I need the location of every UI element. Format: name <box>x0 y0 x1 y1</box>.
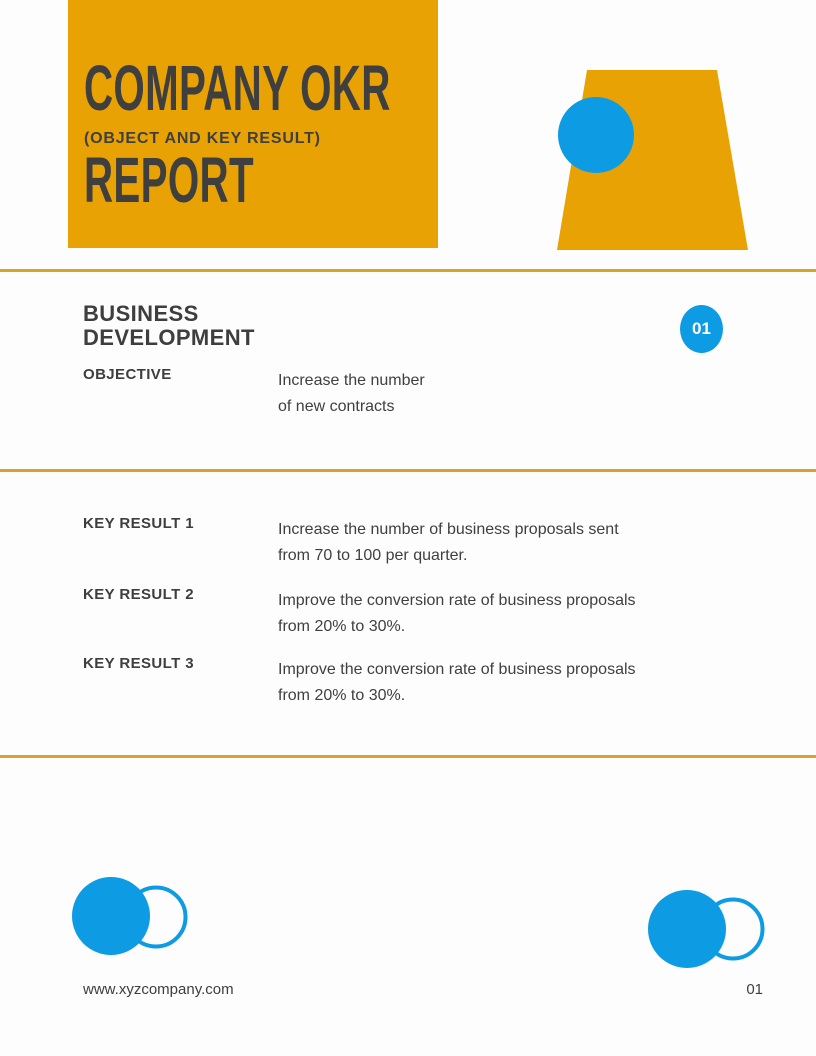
objective-text-line1: Increase the number <box>278 372 425 389</box>
divider-top <box>0 269 816 272</box>
key-result-2-text <box>278 588 636 639</box>
footer-page-number: 01 <box>746 981 763 998</box>
key-result-3-text-line1: Improve the conversion rate of business proposals <box>278 661 636 678</box>
divider-bottom <box>0 755 816 758</box>
section-number-badge-text: 01 <box>692 319 711 338</box>
report-header-banner <box>68 0 438 248</box>
footer-logo-left <box>68 875 188 959</box>
key-result-2-text-line2: from 20% to 30%. <box>278 617 406 635</box>
footer-logo-right <box>645 887 767 971</box>
section-heading <box>83 302 255 350</box>
key-result-3-text <box>278 657 636 708</box>
divider-middle <box>0 469 816 472</box>
filled-circle-icon <box>72 877 150 955</box>
key-result-3-label: KEY RESULT 3 <box>83 655 194 672</box>
blue-circle-icon <box>558 97 634 173</box>
key-result-1-label: KEY RESULT 1 <box>83 515 194 532</box>
objective-text-line2: of new contracts <box>278 397 395 415</box>
key-result-1-text-line2: from 70 to 100 per quarter. <box>278 546 468 564</box>
report-title-line2: REPORT <box>84 144 254 216</box>
footer-website-url: www.xyzcompany.com <box>83 981 234 998</box>
header-decoration <box>540 60 760 252</box>
objective-text <box>278 368 425 419</box>
report-title-line1: COMPANY OKR <box>84 52 391 124</box>
section-heading-line2: DEVELOPMENT <box>83 325 255 350</box>
key-result-2-text-line1: Improve the conversion rate of business proposals <box>278 592 636 609</box>
key-result-3-text-line2: from 20% to 30%. <box>278 686 406 704</box>
key-result-2-label: KEY RESULT 2 <box>83 586 194 603</box>
key-result-1-text-line1: Increase the number of business proposals sent <box>278 521 619 538</box>
filled-circle-icon <box>648 890 726 968</box>
key-result-1-text <box>278 517 619 568</box>
section-heading-line1: BUSINESS <box>83 301 199 326</box>
report-subtitle: (OBJECT AND KEY RESULT) <box>84 130 321 147</box>
section-number-badge <box>680 305 723 353</box>
objective-label: OBJECTIVE <box>83 366 172 383</box>
